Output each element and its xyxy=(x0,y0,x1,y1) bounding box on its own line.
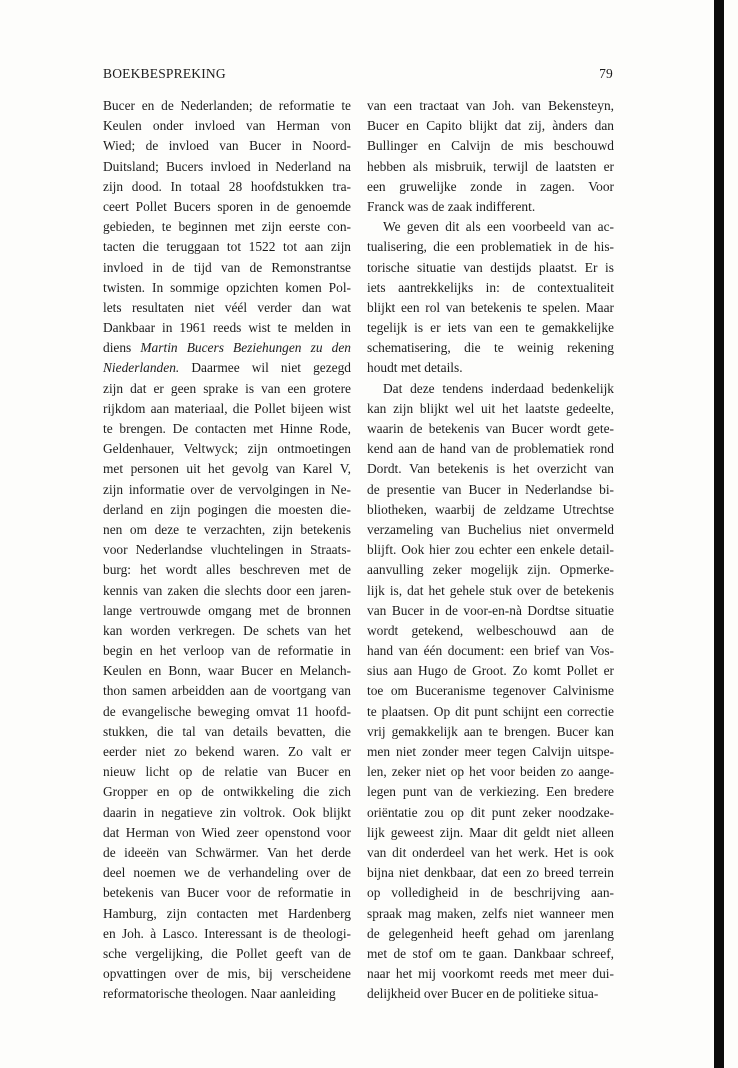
text-line: verzameling van Buchelius niet onvermeld xyxy=(367,521,614,537)
text-line: van Bucer in de voor-en-nà Dordtse situatie xyxy=(367,602,614,618)
text-line: blijft. Ook hier zou echter een enkele detail- xyxy=(367,542,614,558)
text-line: Keulen onder invloed van Herman von xyxy=(103,118,351,134)
text-line: eerder niet zo bekend waren. Zo valt er xyxy=(103,744,351,759)
text-line: men niet zonder meer tegen Calvijn uitspe- xyxy=(367,744,614,759)
text-line: voor Nederlandse vluchtelingen in Straats- xyxy=(103,542,351,558)
text-line: Gropper en op de ontwikkeling die zich xyxy=(103,784,351,800)
text-line: lets resultaten niet véél verder dan wat xyxy=(103,299,351,315)
text-line: iets aantrekkelijks in: de contextualiteit xyxy=(367,279,614,295)
text-line: Dankbaar in 1961 reeds wist te melden in xyxy=(103,320,351,336)
text-line: nen om deze te verzachten, zijn betekenis xyxy=(103,521,351,537)
page-number: 79 xyxy=(599,66,613,81)
text-line: blijkt een rol van betekenis te spelen. Maar xyxy=(367,299,614,315)
text-line: oriëntatie zou op dit punt zeker noodzake- xyxy=(367,804,614,820)
text-line: We geven dit als een voorbeeld van ac- xyxy=(383,219,614,235)
text-line: deel noemen we de verhandeling over de xyxy=(103,865,351,881)
text-line: Geldenhauer, Veltwyck; zijn ontmoetingen xyxy=(103,441,351,457)
text-line: en Joh. à Lasco. Interessant is de theologi- xyxy=(103,925,351,941)
text-line: tegelijk is er iets van een te gemakkelijke xyxy=(367,320,614,336)
text-line: van dit onderdeel van het werk. Het is ook xyxy=(367,844,614,860)
left-column xyxy=(103,96,351,1004)
text-line: sius aan Hugo de Groot. Zo komt Pollet er xyxy=(367,663,614,679)
text-line: vrij gemakkelijk aan te brengen. Bucer kan xyxy=(367,723,614,739)
text-line: lange vertrouwde omgang met de bronnen xyxy=(103,602,351,618)
text-line: kan worden verkregen. De schets van het xyxy=(103,622,351,638)
text-line: dat Herman von Wied zeer openstond voor xyxy=(103,824,351,840)
text-line: met de stof om te gaan. Dankbaar schreef, xyxy=(367,945,614,961)
running-title: BOEKBESPREKING xyxy=(103,66,226,81)
text-line: legen punt van de verkiezing. Een bredere xyxy=(367,784,614,800)
text-line: Bucer en de Nederlanden; de reformatie te xyxy=(103,98,351,113)
text-line: de presentie van Bucer in Nederlandse bi- xyxy=(367,481,614,497)
text-line: een gruwelijke zonde in zagen. Voor xyxy=(367,178,614,194)
text-line: waarin de betekenis van Bucer wordt gete- xyxy=(367,421,614,436)
text-line: Bucer en Capito blijkt dat zij, ànders dan xyxy=(367,118,614,134)
right-column xyxy=(367,96,614,1004)
text-line: torische situatie van destijds plaatst. Er is xyxy=(367,259,614,275)
text-line: zijn informatie over de vervolgingen in Ne- xyxy=(103,481,351,497)
running-header xyxy=(103,66,613,86)
text-line: Hamburg, zijn contacten met Hardenberg xyxy=(103,905,351,921)
text-line: tualisering, die een problematiek in de his- xyxy=(367,239,614,255)
text-line: met personen uit het gevolg van Karel V, xyxy=(103,461,351,477)
text-line: wordt getekend, welbeschouwd aan de xyxy=(367,622,614,638)
text-line: hebben als misbruik, terwijl de laatsten er xyxy=(367,158,614,174)
text-line: lijk is, dat het gehele stuk over de betekenis xyxy=(367,582,614,598)
text-line: te plaatsen. Op dit punt schijnt een correctie xyxy=(367,703,614,719)
text-line: toe om Buceranisme tegenover Calvinisme xyxy=(367,683,614,699)
text-line: kend aan de hand van de problematiek rond xyxy=(367,441,614,457)
text-line: delijkheid over Bucer en de politieke situa- xyxy=(367,986,599,1002)
text-line: gebieden, te beginnen met zijn eerste con- xyxy=(103,219,351,235)
text-line: burg: het wordt alles beschreven met de xyxy=(103,562,351,578)
text-line: de evangelische beweging omvat 11 hoofd- xyxy=(103,703,351,719)
text-line: te brengen. De contacten met Hinne Rode, xyxy=(103,421,351,436)
text-line: len, zeker niet op het voor beiden zo aange- xyxy=(367,764,614,780)
text-line: Duitsland; Bucers invloed in Nederland na xyxy=(103,158,351,174)
text-line: daarin in negatieve zin voltrok. Ook blijkt xyxy=(103,804,351,820)
text-line: spraak mag maken, zelfs niet wanneer men xyxy=(367,905,614,921)
text-line: Bullinger en Calvijn de mis beschouwd xyxy=(367,138,614,154)
text-line: lijk geweest zijn. Maar dit geldt niet alleen xyxy=(367,824,614,840)
text-line: Dat deze tendens inderdaad bedenkelijk xyxy=(383,380,614,396)
text-line: stukken, die tal van details bevatten, die xyxy=(103,723,351,739)
text-line: van een tractaat van Joh. van Bekensteyn, xyxy=(367,98,614,113)
text-line: op volledigheid in de beschrijving aan- xyxy=(367,885,614,901)
text-line: kan zijn blijkt wel uit het laatste gedeelte, xyxy=(367,400,614,416)
text-line: Dordt. Van betekenis is het overzicht van xyxy=(367,461,614,477)
text-line: betekenis van Bucer voor de reformatie in xyxy=(103,885,351,901)
text-fragment: Daarmee wil niet gezegd xyxy=(179,360,351,376)
text-line: Franck was de zaak indifferent. xyxy=(367,198,536,214)
text-line: ceert Pollet Bucers sporen in de genoemde xyxy=(103,198,351,214)
text-line: tacten die teruggaan tot 1522 tot aan zijn xyxy=(103,239,351,255)
text-line: aanvulling zeker mogelijk zijn. Opmerke- xyxy=(367,562,614,578)
text-line: begin en het verloop van de reformatie in xyxy=(103,643,351,659)
text-line: de gelegenheid heeft gehad om jarenlang xyxy=(367,925,614,941)
text-line xyxy=(103,338,351,358)
text-line: twisten. In sommige opzichten komen Pol- xyxy=(103,279,351,295)
text-line xyxy=(103,358,351,378)
text-line: opvattingen over de mis, bij verscheidene xyxy=(103,966,351,982)
text-line: derland en zijn pogingen die moesten die- xyxy=(103,501,351,517)
text-line: sche vergelijking, die Pollet geeft van de xyxy=(103,945,351,961)
text-line: de ideeën van Schwärmer. Van het derde xyxy=(103,844,351,860)
text-line: Wied; de invloed van Bucer in Noord- xyxy=(103,138,351,154)
text-line: schematisering, die te weinig rekening xyxy=(367,340,614,356)
text-line: nieuw licht op de relatie van Bucer en xyxy=(103,764,351,780)
text-line: rijkdom aan materiaal, die Pollet bijeen wist xyxy=(103,400,351,416)
text-line: thon samen arbeidden aan de voortgang van xyxy=(103,683,351,699)
text-line: zijn dat er geen sprake is van een grotere xyxy=(103,380,351,396)
text-fragment: diens xyxy=(103,340,141,356)
text-line: bliotheken, waarbij de zeldzame Utrechtse xyxy=(367,501,614,517)
text-line: kennis van zaken die slechts door een jaren- xyxy=(103,582,351,598)
text-line: reformatorische theologen. Naar aanleiding xyxy=(103,986,336,1002)
book-title-italic: Niederlanden. xyxy=(103,360,180,376)
text-line: invloed in de tijd van de Remonstrantse xyxy=(103,259,351,275)
text-line: naar het mij voorkomt reeds met meer dui- xyxy=(367,966,614,982)
text-line: zijn dood. In totaal 28 hoofdstukken tra- xyxy=(103,178,351,194)
text-line: hand van één document: een brief van Vos- xyxy=(367,643,614,659)
text-line: bijna niet denkbaar, dat een zo breed terrein xyxy=(367,865,614,881)
book-title-italic: Martin Bucers Beziehungen zu den xyxy=(140,340,351,356)
text-line: Keulen en Bonn, waar Bucer en Melanch- xyxy=(103,663,351,679)
scan-edge xyxy=(714,0,724,1068)
text-line: houdt met details. xyxy=(367,360,463,376)
